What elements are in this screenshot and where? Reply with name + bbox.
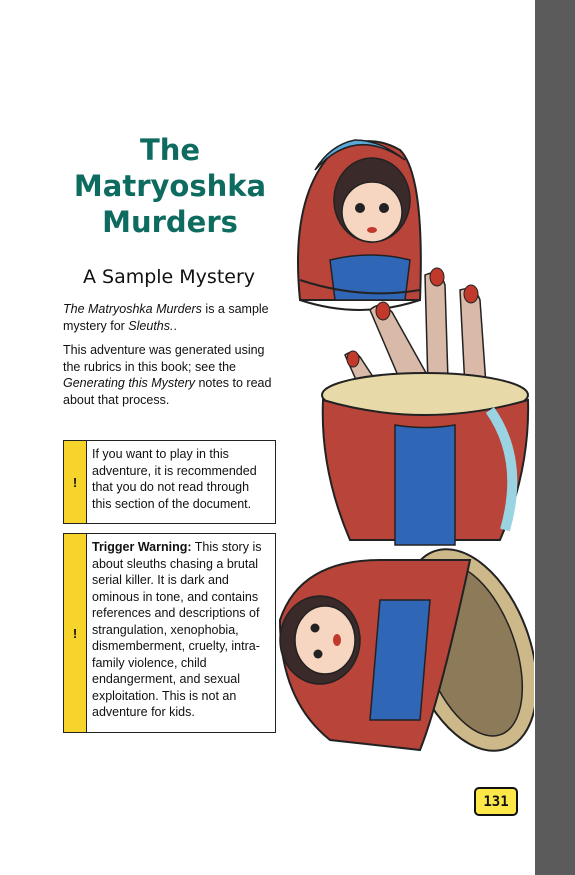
intro-paragraph-1 [63, 301, 283, 334]
title-line-3: Murders [102, 205, 238, 239]
intro-text: is a sample mystery for [63, 302, 269, 333]
trigger-warning-callout [63, 533, 276, 733]
intro-text: This adventure was generated using the rubrics in this book; see the [63, 343, 265, 374]
trigger-warning-label: Trigger Warning: [92, 540, 192, 554]
matryoshka-doll-illustration [278, 128, 534, 768]
callout-text: If you want to play in this adventure, it is recommended that you do not read through this section of the document. [92, 447, 257, 511]
doll-bottom-half [322, 373, 528, 545]
section-subtitle: A Sample Mystery [82, 266, 256, 288]
intro-period: . [173, 318, 177, 333]
page-title [55, 132, 285, 240]
sleuths-italic: Sleuths. [128, 318, 174, 333]
exclamation-icon: ! [64, 441, 87, 523]
intro-text-end: notes to read about that process. [63, 376, 272, 407]
intro-paragraph-2 [63, 342, 283, 408]
page-edge-sidebar [535, 0, 575, 875]
trigger-warning-text: This story is about sleuths chasing a brutal serial killer. It is dark and ominous in tone, and contains references and descriptions of strangulation, xenophobia, dismemberment, cruelty, intra-family violence, child endangerment, and sexual exploitation. This is not an adventure for kids. [92, 540, 262, 719]
book-title-italic: The Matryoshka Murders [63, 302, 202, 316]
doll-lying-head [280, 531, 534, 768]
spoiler-warning-callout [63, 440, 276, 524]
doll-top-half [298, 140, 421, 310]
title-line-2: Matryoshka [73, 169, 267, 203]
callout-text [87, 534, 275, 732]
exclamation-icon: ! [64, 534, 87, 732]
title-line-1: The [139, 133, 201, 167]
page-number-badge: 131 [474, 787, 518, 816]
notes-title-italic: Generating this Mystery [63, 376, 195, 390]
